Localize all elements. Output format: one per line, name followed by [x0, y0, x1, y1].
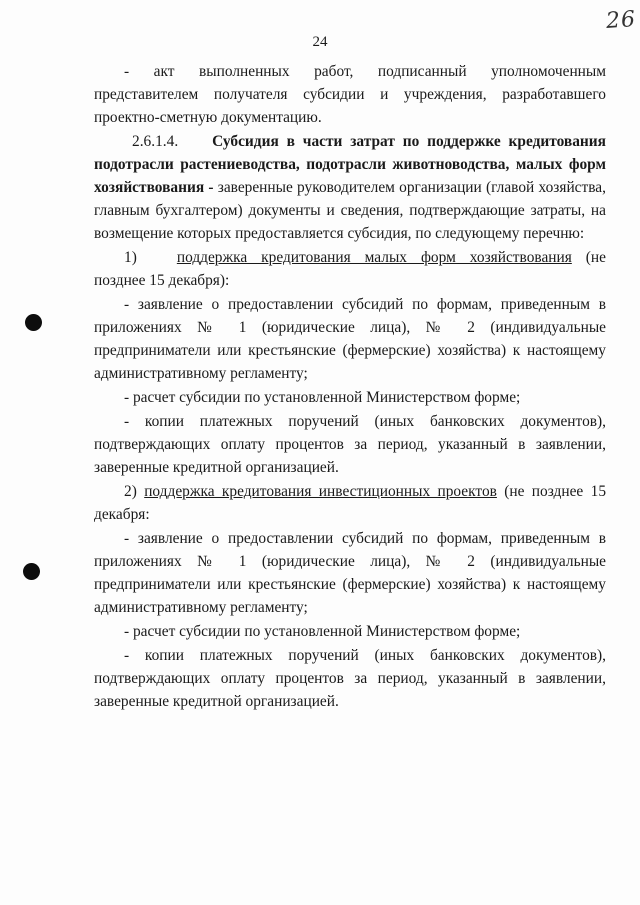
item-number: 1) [124, 249, 137, 266]
section-title: Субсидия в части затрат по поддержке кредитования подотрасли растениеводства, подотрасли животноводства, малых форм хозяйствования - [94, 133, 606, 196]
item-deadline: (не позднее 15 декабря: [94, 483, 607, 523]
list-item-bullet: - расчет субсидии по установленной Министерством форме; [124, 623, 521, 640]
list-item-bullet: - расчет субсидии по установленной Министерством форме; [124, 389, 521, 406]
list-item-bullet: - заявление о предоставлении субсидий по формам, приведенным в приложениях № 1 (юридические лица), № 2 (индивидуальные предприниматели или крестьянские (фермерские) хозяйства) к настоящему административному регламенту; [94, 296, 606, 382]
list-item-bullet: - заявление о предоставлении субсидий по формам, приведенным в приложениях № 1 (юридические лица), № 2 (индивидуальные предприниматели или крестьянские (фермерские) хозяйства) к настоящему административному регламенту; [94, 530, 606, 616]
item-title: поддержка кредитования инвестиционных проектов [144, 483, 497, 500]
section-text: заверенные руководителем организации (главой хозяйства, главным бухгалтером) документы и сведения, подтверждающие затраты, на возмещение которых предоставляется субсидия, по следующему перечню: [94, 179, 606, 242]
item-deadline: (не позднее 15 декабря): [94, 249, 606, 289]
item-title: поддержка кредитования малых форм хозяйствования [176, 249, 572, 266]
punch-hole-mark [23, 563, 40, 580]
list-item-bullet: - копии платежных поручений (иных банковских документов), подтверждающих оплату процентов за период, указанный в заявлении, заверенные кредитной организацией. [94, 647, 606, 710]
document-body [94, 60, 606, 714]
list-item-2 [94, 480, 606, 526]
item-number: 2) [124, 483, 145, 500]
punch-hole-mark [25, 314, 42, 331]
list-item-1 [94, 246, 606, 292]
list-item-bullet: - копии платежных поручений (иных банковских документов), подтверждающих оплату процентов за период, указанный в заявлении, заверенные кредитной организацией. [94, 413, 606, 476]
handwritten-sheet-number: 26 [605, 6, 637, 35]
section-2-6-1-4 [94, 130, 606, 245]
section-number: 2.6.1.4. [132, 133, 179, 150]
page-number: 24 [312, 34, 328, 50]
paragraph-act: - акт выполненных работ, подписанный уполномоченным представителем получателя субсидии и учреждения, разработавшего проектно-сметную документацию. [94, 63, 606, 126]
